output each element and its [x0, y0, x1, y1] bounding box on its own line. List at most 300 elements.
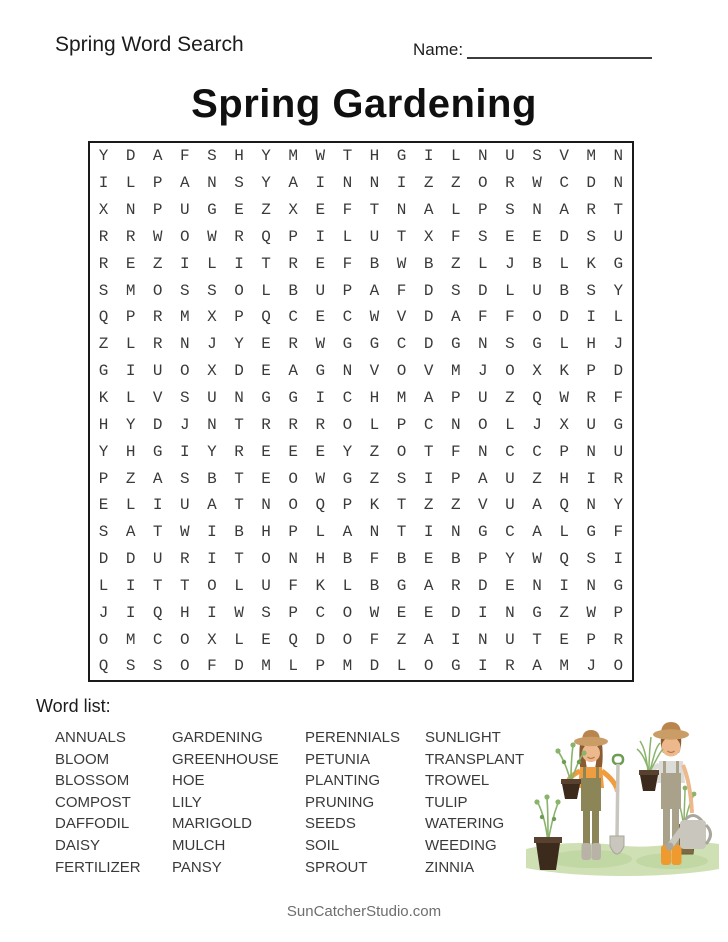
- grid-cell: R: [234, 442, 244, 461]
- grid-cell: G: [613, 415, 624, 434]
- grid-cell: Q: [288, 630, 298, 649]
- grid-cell: T: [152, 576, 163, 595]
- grid-cell: A: [423, 576, 434, 595]
- word-item: LILY: [172, 793, 202, 811]
- grid-cell: Y: [261, 147, 271, 166]
- grid-cell: E: [261, 442, 271, 461]
- grid-cell: D: [315, 630, 326, 649]
- grid-cell: M: [261, 657, 271, 676]
- grid-cell: R: [613, 630, 624, 649]
- word-item: PERENNIALS: [305, 729, 401, 746]
- grid-row: [90, 143, 632, 170]
- grid-cell: C: [423, 415, 434, 434]
- grid-cell: Y: [234, 335, 244, 354]
- grid-cell: N: [369, 523, 380, 542]
- grid-cell: U: [180, 201, 190, 220]
- grid-cell: S: [478, 227, 488, 246]
- grid-cell: S: [152, 657, 163, 676]
- gardeners-illustration: [520, 703, 725, 883]
- grid-cell: N: [342, 174, 353, 193]
- grid-cell: M: [450, 362, 461, 381]
- word-list-column: [55, 727, 172, 878]
- grid-cell: D: [559, 227, 569, 246]
- grid-cell: T: [396, 496, 407, 515]
- grid-cell: J: [505, 254, 515, 273]
- grid-cell: N: [586, 496, 597, 515]
- grid-cell: P: [450, 469, 461, 488]
- grid-cell: O: [180, 227, 190, 246]
- grid-cell: I: [586, 469, 597, 488]
- grid-cell: E: [315, 254, 326, 273]
- grid-cell: N: [478, 442, 488, 461]
- grid-cell: T: [234, 415, 244, 434]
- grid-cell: C: [505, 523, 515, 542]
- grid-cell: L: [207, 254, 217, 273]
- grid-cell: I: [180, 254, 190, 273]
- grid-cell: I: [234, 254, 244, 273]
- grid-cell: Z: [396, 630, 407, 649]
- grid-cell: O: [342, 603, 353, 622]
- grid-cell: N: [369, 174, 380, 193]
- grid-cell: I: [559, 576, 569, 595]
- grid-cell: Z: [261, 201, 271, 220]
- grid-cell: B: [288, 281, 298, 300]
- grid-cell: I: [586, 308, 597, 327]
- grid-cell: J: [478, 362, 488, 381]
- grid-cell: N: [288, 550, 298, 569]
- grid-cell: G: [288, 389, 298, 408]
- grid-cell: G: [613, 576, 624, 595]
- grid-cell: U: [586, 415, 597, 434]
- grid-cell: M: [586, 147, 597, 166]
- grid-cell: P: [586, 362, 597, 381]
- grid-cell: T: [261, 254, 271, 273]
- grid-cell: R: [586, 389, 597, 408]
- grid-cell: W: [396, 254, 407, 273]
- grid-cell: Y: [613, 496, 624, 515]
- grid-cell: A: [559, 201, 569, 220]
- grid-cell: P: [478, 550, 488, 569]
- grid-cell: B: [234, 523, 244, 542]
- grid-cell: C: [505, 442, 515, 461]
- grid-cell: T: [152, 523, 163, 542]
- grid-cell: J: [586, 657, 597, 676]
- grid-cell: M: [342, 657, 353, 676]
- grid-cell: G: [98, 362, 109, 381]
- grid-cell: E: [423, 603, 434, 622]
- grid-cell: O: [180, 362, 190, 381]
- grid-cell: U: [315, 281, 326, 300]
- grid-cell: K: [315, 576, 326, 595]
- grid-cell: N: [613, 147, 624, 166]
- grid-cell: I: [207, 603, 217, 622]
- grid-cell: F: [369, 630, 380, 649]
- grid-cell: I: [207, 523, 217, 542]
- grid-cell: R: [315, 415, 326, 434]
- grid-cell: B: [369, 576, 380, 595]
- grid-cell: Z: [450, 496, 461, 515]
- grid-cell: C: [342, 389, 353, 408]
- grid-cell: I: [315, 227, 326, 246]
- grid-cell: U: [152, 362, 163, 381]
- grid-cell: G: [207, 201, 217, 220]
- grid-cell: N: [532, 201, 542, 220]
- word-item: PRUNING: [305, 793, 375, 811]
- grid-row: [90, 385, 632, 412]
- grid-cell: A: [288, 174, 298, 193]
- grid-cell: U: [369, 227, 380, 246]
- shovel: [610, 755, 624, 854]
- grid-cell: F: [342, 201, 353, 220]
- grid-cell: I: [613, 550, 624, 569]
- grid-cell: R: [613, 469, 624, 488]
- grid-cell: Z: [423, 496, 434, 515]
- grid-cell: G: [342, 335, 353, 354]
- grid-cell: Z: [369, 442, 380, 461]
- grid-cell: O: [261, 550, 271, 569]
- grid-cell: S: [586, 227, 597, 246]
- grid-cell: L: [369, 415, 380, 434]
- word-item: WATERING: [425, 815, 505, 833]
- grid-cell: O: [98, 630, 109, 649]
- grid-cell: G: [342, 469, 353, 488]
- grid-cell: Q: [532, 389, 542, 408]
- grid-cell: A: [125, 523, 136, 542]
- grid-cell: U: [613, 227, 624, 246]
- grid-cell: L: [261, 281, 271, 300]
- grid-cell: E: [98, 496, 109, 515]
- letter-grid: [88, 141, 634, 682]
- grid-cell: E: [261, 630, 271, 649]
- word-item: MULCH: [172, 836, 226, 854]
- grid-cell: F: [450, 442, 461, 461]
- grid-cell: W: [234, 603, 244, 622]
- word-item: BLOOM: [55, 750, 110, 768]
- grid-cell: X: [207, 308, 217, 327]
- grid-cell: O: [180, 630, 190, 649]
- grid-cell: P: [450, 389, 461, 408]
- grid-cell: I: [396, 174, 407, 193]
- grid-cell: Q: [315, 496, 326, 515]
- grid-cell: H: [125, 442, 136, 461]
- grid-cell: V: [559, 147, 569, 166]
- grid-cell: L: [288, 657, 298, 676]
- grid-cell: X: [288, 201, 298, 220]
- grid-cell: U: [505, 469, 515, 488]
- grid-cell: O: [234, 281, 244, 300]
- grid-cell: X: [423, 227, 434, 246]
- grid-cell: W: [586, 603, 597, 622]
- grid-cell: I: [423, 147, 434, 166]
- grid-cell: S: [125, 657, 136, 676]
- grid-cell: I: [315, 389, 326, 408]
- grid-cell: O: [423, 657, 434, 676]
- grid-cell: X: [559, 415, 569, 434]
- grid-cell: C: [396, 335, 407, 354]
- grid-cell: O: [478, 174, 488, 193]
- grid-cell: E: [234, 201, 244, 220]
- grid-cell: M: [125, 281, 136, 300]
- grid-cell: P: [125, 308, 136, 327]
- grid-cell: O: [478, 415, 488, 434]
- grid-cell: R: [98, 254, 109, 273]
- grid-cell: O: [288, 496, 298, 515]
- grid-cell: J: [532, 415, 542, 434]
- grid-cell: G: [586, 523, 597, 542]
- grid-cell: A: [478, 469, 488, 488]
- word-item: FERTILIZER: [55, 858, 141, 876]
- grid-cell: N: [234, 389, 244, 408]
- grid-cell: E: [288, 442, 298, 461]
- grid-cell: A: [288, 362, 298, 381]
- grid-cell: Z: [98, 335, 109, 354]
- grid-cell: Y: [342, 442, 353, 461]
- grid-cell: H: [369, 389, 380, 408]
- grid-cell: Q: [559, 496, 569, 515]
- grid-cell: I: [478, 657, 488, 676]
- grid-cell: N: [261, 496, 271, 515]
- grid-cell: E: [261, 362, 271, 381]
- grid-cell: F: [369, 550, 380, 569]
- grid-cell: L: [98, 576, 109, 595]
- grid-cell: R: [505, 657, 515, 676]
- grid-cell: B: [369, 254, 380, 273]
- grid-cell: P: [288, 603, 298, 622]
- grid-cell: V: [152, 389, 163, 408]
- grid-cell: B: [559, 281, 569, 300]
- grid-cell: F: [180, 147, 190, 166]
- grid-cell: S: [234, 174, 244, 193]
- grid-cell: U: [152, 550, 163, 569]
- grid-cell: N: [207, 415, 217, 434]
- grid-cell: C: [532, 442, 542, 461]
- grid-cell: T: [369, 201, 380, 220]
- grid-cell: M: [559, 657, 569, 676]
- grid-cell: L: [125, 174, 136, 193]
- grid-cell: S: [261, 603, 271, 622]
- grid-cell: A: [180, 174, 190, 193]
- puzzle-title: Spring Gardening: [191, 82, 537, 126]
- grid-cell: O: [396, 442, 407, 461]
- word-item: DAISY: [55, 836, 101, 854]
- word-item: GARDENING: [172, 729, 263, 746]
- grid-cell: W: [152, 227, 163, 246]
- grid-cell: G: [396, 147, 407, 166]
- grid-cell: T: [532, 630, 542, 649]
- grid-cell: K: [586, 254, 597, 273]
- word-item: PETUNIA: [305, 750, 371, 768]
- grid-cell: I: [315, 174, 326, 193]
- grid-cell: B: [342, 550, 353, 569]
- word-item: PANSY: [172, 858, 222, 876]
- word-list-columns: [55, 727, 540, 878]
- grid-cell: K: [369, 496, 380, 515]
- grid-cell: L: [234, 576, 244, 595]
- grid-row: [90, 546, 632, 573]
- grid-cell: N: [450, 415, 461, 434]
- grid-cell: H: [180, 603, 190, 622]
- grid-cell: P: [342, 496, 353, 515]
- grid-cell: G: [369, 335, 380, 354]
- grid-cell: U: [532, 281, 542, 300]
- grid-row: [90, 250, 632, 277]
- grid-cell: D: [586, 174, 597, 193]
- grid-cell: N: [180, 335, 190, 354]
- grid-cell: D: [125, 147, 136, 166]
- grid-cell: D: [478, 281, 488, 300]
- grid-cell: Z: [450, 174, 461, 193]
- grid-cell: G: [450, 657, 461, 676]
- grid-cell: A: [342, 523, 353, 542]
- grid-cell: U: [261, 576, 271, 595]
- grid-cell: M: [396, 389, 407, 408]
- grid-cell: S: [450, 281, 461, 300]
- grid-cell: U: [207, 389, 217, 408]
- grid-cell: E: [559, 630, 569, 649]
- grid-cell: A: [152, 147, 163, 166]
- grid-cell: Y: [207, 442, 217, 461]
- grid-cell: D: [478, 576, 488, 595]
- grid-cell: M: [288, 147, 298, 166]
- grid-cell: D: [369, 657, 380, 676]
- grid-cell: B: [207, 469, 217, 488]
- grid-cell: W: [315, 469, 326, 488]
- grid-cell: D: [613, 362, 624, 381]
- grid-cell: D: [152, 415, 163, 434]
- grid-cell: N: [505, 603, 515, 622]
- grid-cell: A: [152, 469, 163, 488]
- grid-cell: V: [478, 496, 488, 515]
- grid-cell: R: [261, 415, 271, 434]
- grid-cell: E: [505, 576, 515, 595]
- grid-cell: E: [261, 335, 271, 354]
- grid-cell: H: [234, 147, 244, 166]
- grid-row: [90, 224, 632, 251]
- grid-cell: N: [125, 201, 136, 220]
- grid-cell: K: [559, 362, 569, 381]
- grid-cell: O: [532, 308, 542, 327]
- grid-cell: D: [234, 362, 244, 381]
- grid-cell: O: [207, 576, 217, 595]
- word-item: TRANSPLANT: [425, 750, 525, 768]
- grid-row: [90, 170, 632, 197]
- grid-cell: H: [586, 335, 597, 354]
- grid-row: [90, 599, 632, 626]
- grid-cell: L: [559, 335, 569, 354]
- grid-cell: E: [315, 308, 326, 327]
- grid-cell: S: [207, 147, 217, 166]
- grid-cell: P: [586, 630, 597, 649]
- grid-cell: D: [98, 550, 109, 569]
- grid-row: [90, 519, 632, 546]
- grid-cell: B: [423, 254, 434, 273]
- grid-cell: T: [396, 523, 407, 542]
- grid-cell: Z: [450, 254, 461, 273]
- name-line: [467, 41, 652, 59]
- grid-row: [90, 465, 632, 492]
- grid-cell: Y: [98, 442, 109, 461]
- grid-cell: I: [98, 174, 109, 193]
- grid-cell: V: [369, 362, 380, 381]
- word-item: SEEDS: [305, 815, 356, 833]
- word-list-column: [305, 727, 425, 878]
- grid-cell: L: [505, 281, 515, 300]
- grid-cell: U: [505, 630, 515, 649]
- grid-cell: G: [261, 389, 271, 408]
- word-item: WEEDING: [425, 836, 497, 854]
- grid-cell: Z: [369, 469, 380, 488]
- grid-cell: Z: [152, 254, 163, 273]
- grid-cell: E: [532, 227, 542, 246]
- grid-cell: E: [315, 442, 326, 461]
- footer-credit: SunCatcherStudio.com: [286, 903, 442, 920]
- grid-cell: S: [180, 469, 190, 488]
- grid-cell: W: [532, 174, 542, 193]
- grid-cell: U: [478, 389, 488, 408]
- grid-cell: Z: [423, 174, 434, 193]
- grid-cell: A: [423, 630, 434, 649]
- grid-row: [90, 573, 632, 600]
- grid-cell: P: [396, 415, 407, 434]
- grid-cell: S: [98, 523, 109, 542]
- grid-cell: W: [180, 523, 190, 542]
- word-item: BLOSSOM: [55, 772, 130, 790]
- grid-cell: D: [423, 335, 434, 354]
- grid-cell: Q: [261, 308, 271, 327]
- grid-cell: W: [369, 308, 380, 327]
- grid-cell: P: [315, 657, 326, 676]
- grid-cell: I: [125, 362, 136, 381]
- grid-cell: H: [261, 523, 271, 542]
- grid-cell: G: [315, 362, 326, 381]
- grid-cell: M: [125, 630, 136, 649]
- grid-cell: E: [315, 201, 326, 220]
- grid-cell: G: [396, 576, 407, 595]
- grid-cell: R: [288, 415, 298, 434]
- word-list-label: Word list:: [36, 696, 111, 716]
- grid-cell: T: [342, 147, 353, 166]
- word-item: GREENHOUSE: [172, 750, 279, 768]
- grid-cell: B: [450, 550, 461, 569]
- grid-cell: A: [532, 523, 542, 542]
- grid-cell: N: [450, 523, 461, 542]
- grid-cell: S: [505, 335, 515, 354]
- grid-cell: Z: [125, 469, 136, 488]
- grid-cell: C: [559, 174, 569, 193]
- grid-cell: O: [180, 657, 190, 676]
- grid-cell: S: [586, 281, 597, 300]
- grid-cell: J: [207, 335, 217, 354]
- grid-cell: L: [559, 254, 569, 273]
- grid-cell: D: [234, 657, 244, 676]
- grid-cell: J: [613, 335, 624, 354]
- word-item: COMPOST: [55, 793, 131, 811]
- grid-cell: P: [478, 201, 488, 220]
- grid-cell: V: [396, 308, 407, 327]
- grid-cell: G: [152, 442, 163, 461]
- grid-cell: I: [423, 469, 434, 488]
- grid-cell: R: [125, 227, 136, 246]
- grid-cell: W: [559, 389, 569, 408]
- grid-cell: L: [450, 201, 461, 220]
- grid-cell: T: [234, 496, 244, 515]
- grid-cell: U: [505, 147, 515, 166]
- grid-cell: H: [98, 415, 109, 434]
- grid-cell: Q: [98, 308, 109, 327]
- grid-cell: D: [125, 550, 136, 569]
- grid-cell: U: [180, 496, 190, 515]
- grid-row: [90, 653, 632, 680]
